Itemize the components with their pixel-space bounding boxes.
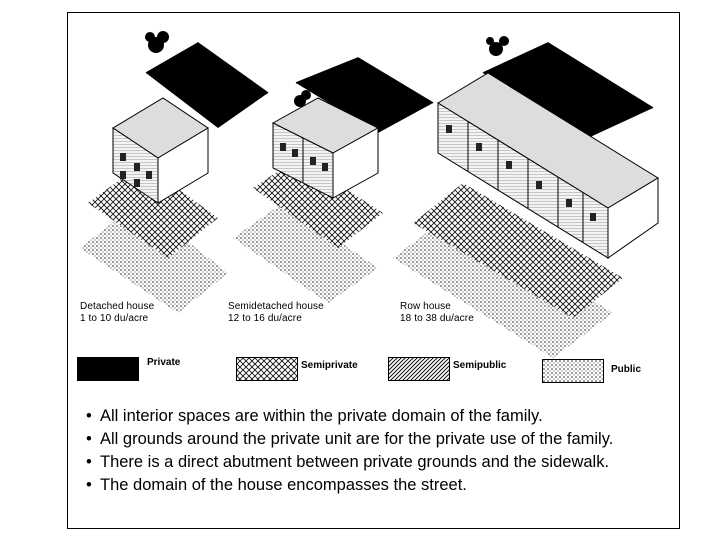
legend-swatch-semiprivate bbox=[236, 357, 298, 381]
row-tree bbox=[486, 36, 509, 56]
bullet-list bbox=[86, 405, 613, 497]
detached-tree bbox=[145, 31, 169, 53]
bullet-glyph: • bbox=[86, 430, 92, 448]
legend-label-semipublic: Semipublic bbox=[453, 360, 507, 371]
caption-row bbox=[400, 301, 474, 325]
legend-label-semiprivate: Semiprivate bbox=[301, 360, 358, 371]
bullet-text: All grounds around the private unit are for the private use of the family. bbox=[100, 430, 614, 448]
legend-label-private: Private bbox=[147, 357, 181, 368]
caption-detached-density: 1 to 10 du/acre bbox=[80, 313, 149, 324]
bullet-item bbox=[86, 451, 613, 474]
legend-swatch-private bbox=[77, 357, 139, 381]
bullet-text: There is a direct abutment between private grounds and the sidewalk. bbox=[100, 453, 610, 471]
legend-label-public: Public bbox=[611, 364, 642, 375]
bullet-glyph: • bbox=[86, 476, 92, 494]
bullet-item bbox=[86, 428, 613, 451]
bullet-glyph: • bbox=[86, 453, 92, 471]
caption-semidetached bbox=[228, 301, 324, 325]
legend-swatch-public bbox=[542, 359, 604, 383]
detached-house-drawing bbox=[80, 31, 268, 313]
bullet-glyph: • bbox=[86, 407, 92, 425]
bullet-text: All interior spaces are within the private domain of the family. bbox=[100, 407, 543, 425]
bullet-item bbox=[86, 405, 613, 428]
legend-swatch-semipublic bbox=[388, 357, 450, 381]
figure-frame bbox=[67, 12, 680, 529]
bullet-item bbox=[86, 474, 613, 497]
caption-semidetached-title: Semidetached house bbox=[228, 301, 324, 312]
caption-row-title: Row house bbox=[400, 301, 451, 312]
caption-semidetached-density: 12 to 16 du/acre bbox=[228, 313, 302, 324]
caption-detached bbox=[80, 301, 154, 325]
bullet-text: The domain of the house encompasses the street. bbox=[100, 476, 467, 494]
caption-row-density: 18 to 38 du/acre bbox=[400, 313, 474, 324]
caption-detached-title: Detached house bbox=[80, 301, 155, 312]
